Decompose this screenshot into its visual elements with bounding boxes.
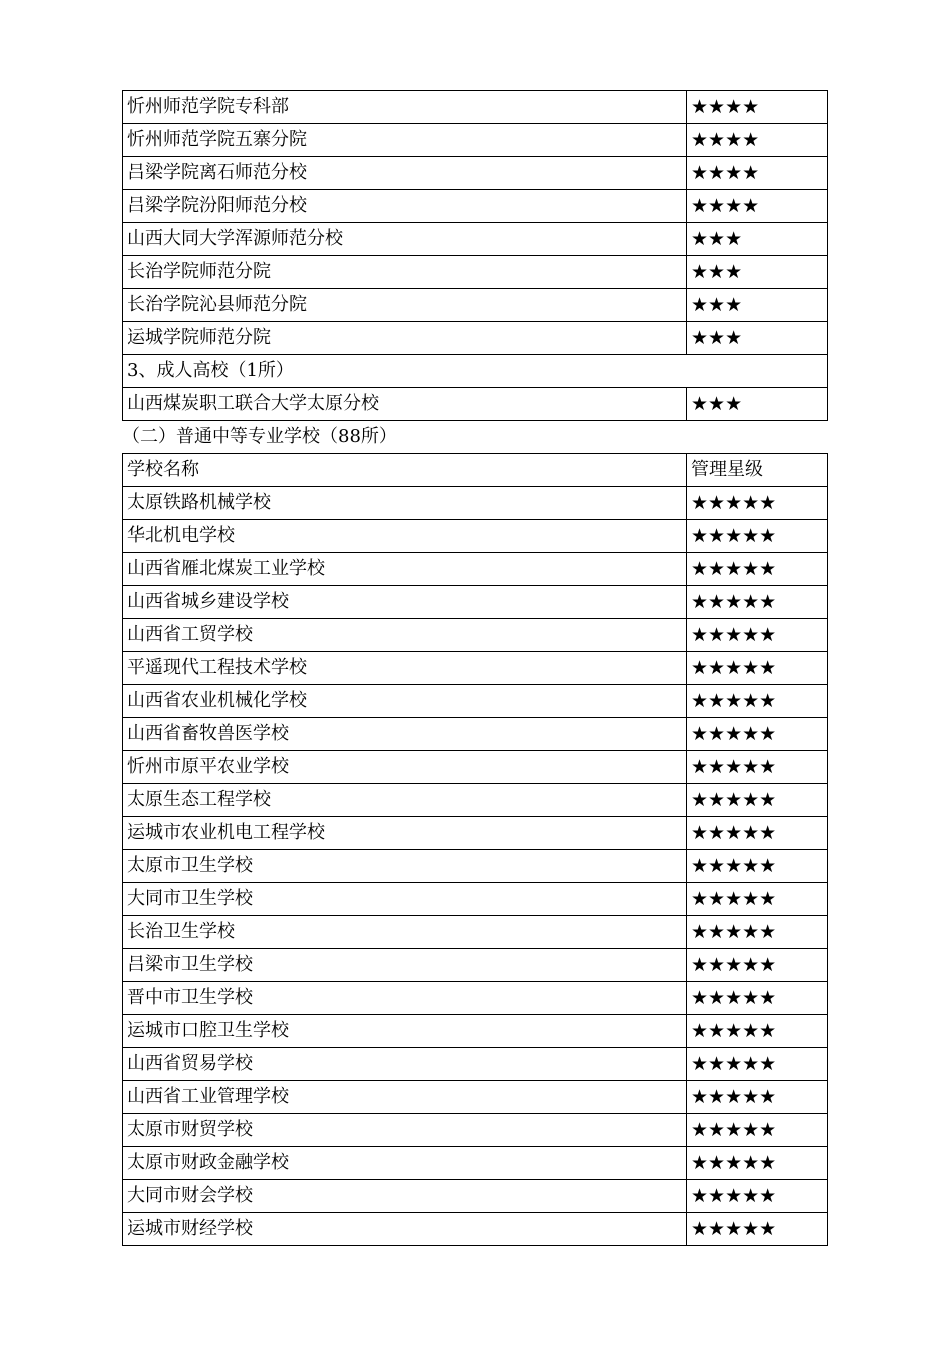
star-rating-cell: ★★★★: [687, 157, 828, 190]
header-rating: 管理星级: [687, 454, 828, 487]
table-row: [123, 157, 828, 190]
table-row: [123, 124, 828, 157]
school-name-cell: 太原市财政金融学校: [123, 1147, 687, 1180]
table-row: [123, 289, 828, 322]
school-name-cell: 山西省贸易学校: [123, 1048, 687, 1081]
star-rating-cell: ★★★★: [687, 124, 828, 157]
school-name-cell: 运城市财经学校: [123, 1213, 687, 1246]
school-name-cell: 太原铁路机械学校: [123, 487, 687, 520]
star-rating-cell: ★★★: [687, 256, 828, 289]
table-row: [123, 1180, 828, 1213]
table-row: [123, 1147, 828, 1180]
table-row: [123, 520, 828, 553]
table-2-body: [123, 454, 828, 1246]
school-name-cell: 山西省城乡建设学校: [123, 586, 687, 619]
star-rating-cell: ★★★★★: [687, 1213, 828, 1246]
table-row: [123, 949, 828, 982]
school-name-cell: 长治学院师范分院: [123, 256, 687, 289]
table-row: [123, 850, 828, 883]
table-row: [123, 652, 828, 685]
star-rating-cell: ★★★: [687, 322, 828, 355]
star-rating-cell: ★★★★★: [687, 652, 828, 685]
table-row: [123, 1081, 828, 1114]
table-row: [123, 751, 828, 784]
school-name-cell: 忻州师范学院专科部: [123, 91, 687, 124]
table-row: [123, 883, 828, 916]
star-rating-cell: ★★★: [687, 388, 828, 421]
star-rating-cell: ★★★★★: [687, 784, 828, 817]
star-rating-cell: ★★★★: [687, 91, 828, 124]
school-name-cell: 山西大同大学浑源师范分校: [123, 223, 687, 256]
table-row: [123, 322, 828, 355]
school-name-cell: 忻州师范学院五寨分院: [123, 124, 687, 157]
section-heading-row: [123, 355, 828, 388]
table-row: [123, 223, 828, 256]
section-caption: （二）普通中等专业学校（88所）: [122, 426, 397, 447]
star-rating-cell: ★★★: [687, 223, 828, 256]
school-name-cell: 吕梁市卫生学校: [123, 949, 687, 982]
school-rating-table-2: [122, 453, 828, 1246]
school-name-cell: 长治卫生学校: [123, 916, 687, 949]
school-name-cell: 运城市口腔卫生学校: [123, 1015, 687, 1048]
star-rating-cell: ★★★★★: [687, 1147, 828, 1180]
school-name-cell: 吕梁学院离石师范分校: [123, 157, 687, 190]
school-name-cell: 忻州市原平农业学校: [123, 751, 687, 784]
section-heading: 3、成人高校（1所）: [123, 355, 828, 388]
school-name-cell: 华北机电学校: [123, 520, 687, 553]
star-rating-cell: ★★★★★: [687, 553, 828, 586]
school-name-cell: 山西省畜牧兽医学校: [123, 718, 687, 751]
star-rating-cell: ★★★★★: [687, 817, 828, 850]
table-1-body: [123, 91, 828, 421]
star-rating-cell: ★★★★★: [687, 1081, 828, 1114]
table-row: [123, 982, 828, 1015]
school-name-cell: 山西煤炭职工联合大学太原分校: [123, 388, 687, 421]
school-name-cell: 长治学院沁县师范分院: [123, 289, 687, 322]
school-name-cell: 太原市财贸学校: [123, 1114, 687, 1147]
school-name-cell: 平遥现代工程技术学校: [123, 652, 687, 685]
star-rating-cell: ★★★★★: [687, 619, 828, 652]
table-row: [123, 91, 828, 124]
table-row: [123, 553, 828, 586]
star-rating-cell: ★★★★★: [687, 1180, 828, 1213]
star-rating-cell: ★★★★★: [687, 850, 828, 883]
star-rating-cell: ★★★★: [687, 190, 828, 223]
school-name-cell: 山西省工贸学校: [123, 619, 687, 652]
star-rating-cell: ★★★★★: [687, 586, 828, 619]
star-rating-cell: ★★★★★: [687, 751, 828, 784]
star-rating-cell: ★★★★★: [687, 1048, 828, 1081]
header-school-name: 学校名称: [123, 454, 687, 487]
table-row: [123, 388, 828, 421]
star-rating-cell: ★★★★★: [687, 685, 828, 718]
school-name-cell: 大同市财会学校: [123, 1180, 687, 1213]
document-page: [122, 90, 827, 1246]
school-rating-table-1: [122, 90, 828, 421]
star-rating-cell: ★★★★★: [687, 718, 828, 751]
table-row: [123, 817, 828, 850]
star-rating-cell: ★★★★★: [687, 520, 828, 553]
school-name-cell: 山西省农业机械化学校: [123, 685, 687, 718]
table-row: [123, 784, 828, 817]
school-name-cell: 运城学院师范分院: [123, 322, 687, 355]
school-name-cell: 山西省雁北煤炭工业学校: [123, 553, 687, 586]
star-rating-cell: ★★★★★: [687, 949, 828, 982]
table-row: [123, 916, 828, 949]
star-rating-cell: ★★★★★: [687, 982, 828, 1015]
table-row: [123, 487, 828, 520]
table-row: [123, 718, 828, 751]
school-name-cell: 山西省工业管理学校: [123, 1081, 687, 1114]
school-name-cell: 吕梁学院汾阳师范分校: [123, 190, 687, 223]
star-rating-cell: ★★★★★: [687, 1114, 828, 1147]
table-row: [123, 1048, 828, 1081]
star-rating-cell: ★★★: [687, 289, 828, 322]
star-rating-cell: ★★★★★: [687, 487, 828, 520]
school-name-cell: 大同市卫生学校: [123, 883, 687, 916]
table-row: [123, 619, 828, 652]
school-name-cell: 太原市卫生学校: [123, 850, 687, 883]
table-row: [123, 256, 828, 289]
star-rating-cell: ★★★★★: [687, 1015, 828, 1048]
school-name-cell: 太原生态工程学校: [123, 784, 687, 817]
table-row: [123, 1114, 828, 1147]
table-row: [123, 190, 828, 223]
table-row: [123, 1213, 828, 1246]
star-rating-cell: ★★★★★: [687, 883, 828, 916]
table-row: [123, 685, 828, 718]
table-header-row: [123, 454, 828, 487]
table-row: [123, 1015, 828, 1048]
table-row: [123, 586, 828, 619]
star-rating-cell: ★★★★★: [687, 916, 828, 949]
school-name-cell: 运城市农业机电工程学校: [123, 817, 687, 850]
school-name-cell: 晋中市卫生学校: [123, 982, 687, 1015]
